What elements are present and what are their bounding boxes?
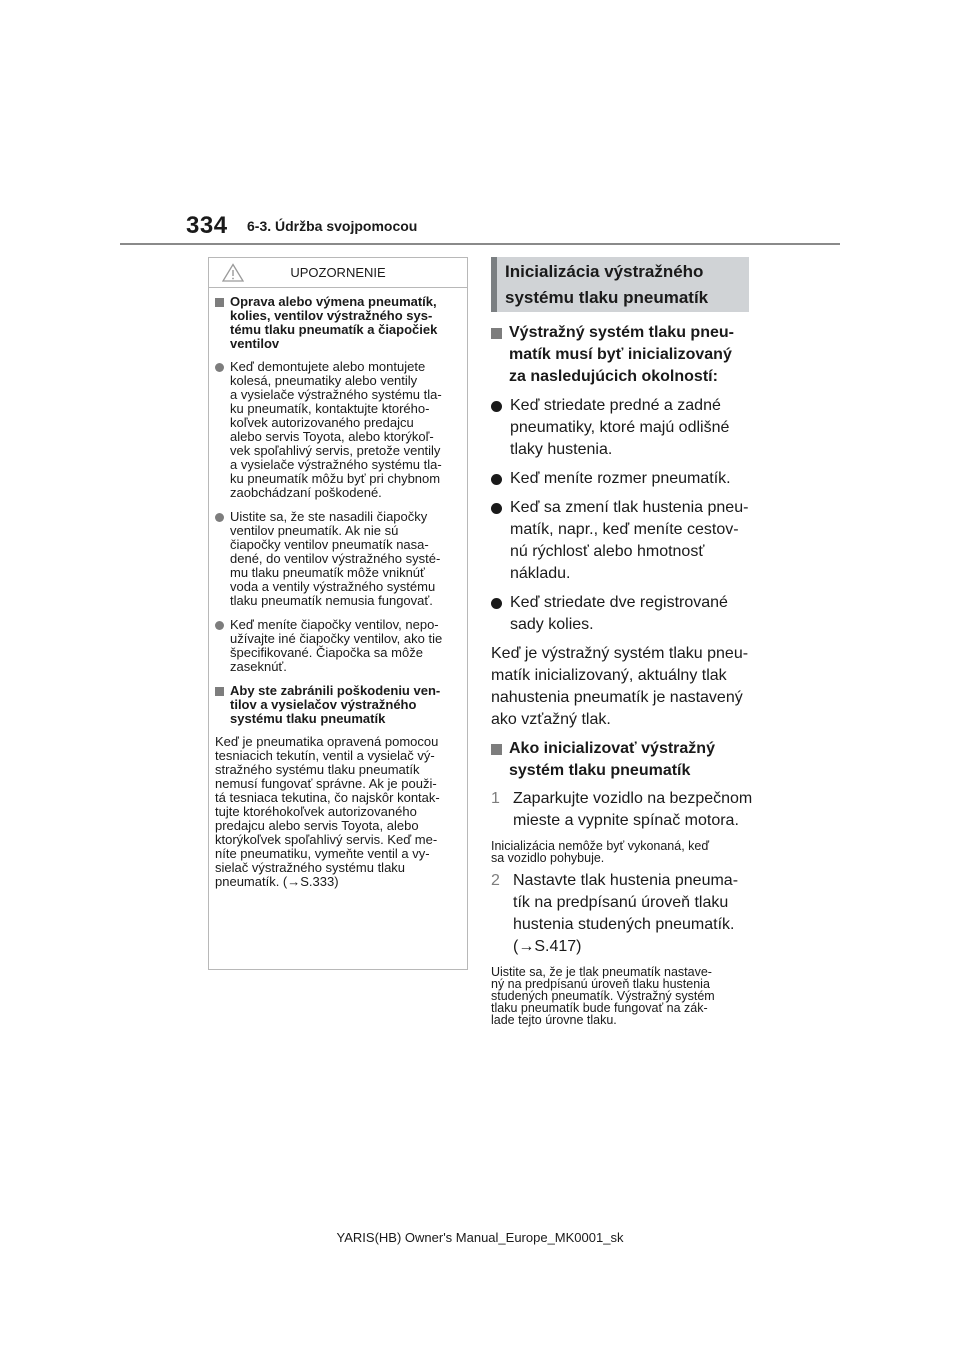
warning-subheading-damage: Aby ste zabránili poškodeniu ven- tilov a vysielačov výstražného systému tlaku pneumatík — [215, 684, 461, 726]
square-bullet-icon — [215, 298, 224, 307]
warning-item: Uistite sa, že ste nasadili čiapočky ventilov pneumatík. Ak nie sú čiapočky ventilov pneumatík nasa- dené, do ventilov výstražného systé- mu tlaku pneumatík môže vniknúť voda a ventily výstražného systému tlaku pneumatík nemusia fungovať. — [215, 510, 461, 608]
step-number: 1 — [491, 790, 500, 807]
step-2-note: Uistite sa, že je tlak pneumatík nastave- ný na predpísanú úroveň tlaku hustenia studených pneumatík. Výstražný systém tlaku pneumatík bude fungovať na zák- lade tejto úrovne tlaku. — [491, 965, 715, 1027]
warning-body — [209, 288, 467, 889]
step-2: 2 Nastavte tlak hustenia pneuma- tík na predpísanú úroveň tlaku hustenia studených pneumatík. (→S.417) — [491, 870, 761, 958]
circle-bullet-icon — [215, 621, 224, 630]
warning-subheading-repair: Oprava alebo výmena pneumatík, kolies, ventilov výstražného sys- tému tlaku pneumatík a čiapočiek ventilov — [215, 295, 461, 351]
warning-header — [209, 258, 467, 288]
step-1: 1 Zaparkujte vozidlo na bezpečnom mieste a vypnite spínač motora. — [491, 788, 761, 832]
condition-item: Keď sa zmení tlak hustenia pneu- matík, napr., keď meníte cestov- nú rýchlosť alebo hmotnosť nákladu. — [491, 497, 761, 585]
condition-item: Keď striedate dve registrované sady kolies. — [491, 592, 761, 636]
circle-bullet-icon — [491, 401, 502, 412]
warning-title: UPOZORNENIE — [290, 265, 386, 280]
step-1-note: Inicializácia nemôže byť vykonaná, keď sa vozidlo pohybuje. — [491, 839, 710, 865]
section-heading: Inicializácia výstražného systému tlaku pneumatík — [491, 257, 749, 312]
warning-item: Keď demontujete alebo montujete kolesá, pneumatiky alebo ventily a vysielače výstražného systému tla- ku pneumatík, kontaktujte ktorého- koľvek autorizovaného predajcu alebo servis Toyota, alebo ktorýkoľ- vek spoľahlivý servis, pretože ventily a vysielače výstražného systému tla- ku pneumatík môžu byť pri chybnom zaobchádzaní poškodené. — [215, 360, 461, 500]
square-bullet-icon — [491, 744, 502, 755]
subheading-how-to: Ako inicializovať výstražný systém tlaku pneumatík — [491, 738, 761, 782]
footer-manual-id: YARIS(HB) Owner's Manual_Europe_MK0001_sk — [336, 1230, 624, 1245]
circle-bullet-icon — [491, 503, 502, 514]
step-number: 2 — [491, 872, 500, 889]
square-bullet-icon — [215, 687, 224, 696]
circle-bullet-icon — [215, 513, 224, 522]
section-title: 6-3. Údržba svojpomocou — [247, 218, 418, 234]
condition-item: Keď striedate predné a zadné pneumatiky, ktoré majú odlišné tlaky hustenia. — [491, 395, 761, 461]
condition-item: Keď meníte rozmer pneumatík. — [491, 468, 761, 490]
circle-bullet-icon — [491, 598, 502, 609]
warning-item: Keď meníte čiapočky ventilov, nepo- užívajte iné čiapočky ventilov, ako tie špecifikované. Čiapočka sa môže zaseknúť. — [215, 618, 461, 674]
warning-box — [208, 257, 468, 970]
warning-triangle-icon — [222, 263, 244, 282]
subheading-conditions: Výstražný systém tlaku pneu- matík musí byť inicializovaný za nasledujúcich okolností: — [491, 322, 761, 388]
circle-bullet-icon — [215, 363, 224, 372]
page-number: 334 — [186, 212, 228, 239]
warning-paragraph: Keď je pneumatika opravená pomocou tesniacich tekutín, ventil a vysielač vý- stražného systému tlaku pneumatík nemusí fungovať správne. Ak je použi- tá tesniaca tekutina, čo najskôr kontak- tujte ktoréhokoľvek autorizovaného predajcu alebo servis Toyota, alebo ktorýkoľvek spoľahlivý servis. Keď me- níte pneumatiku, vymeňte ventil a vy- sielač výstražného systému tlaku pneumatík. (→S.333) — [215, 734, 440, 889]
header-rule — [120, 243, 840, 245]
main-column — [491, 257, 761, 1026]
circle-bullet-icon — [491, 474, 502, 485]
initialization-paragraph: Keď je výstražný systém tlaku pneu- matík inicializovaný, aktuálny tlak nahustenia pneumatík je nastavený ako vzťažný tlak. — [491, 645, 749, 728]
square-bullet-icon — [491, 328, 502, 339]
